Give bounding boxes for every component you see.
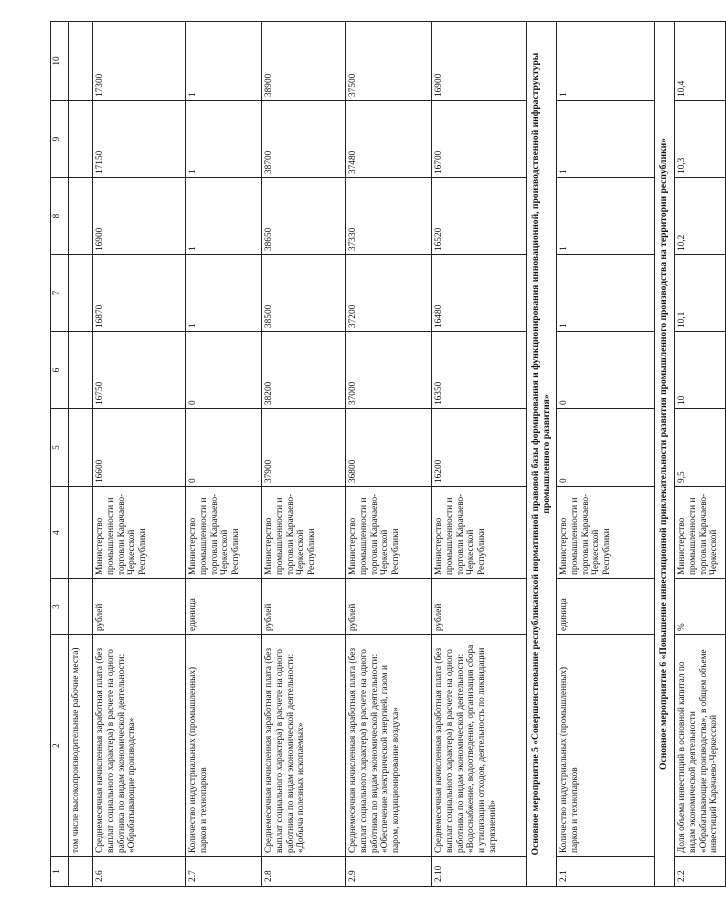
table-row	[69, 22, 93, 887]
value-col-6: 37000	[346, 332, 432, 409]
responsible-executor: Министерство промышленности и торговли Карачаево-Черкесской Республики	[346, 487, 432, 579]
column-header: 5	[51, 409, 69, 487]
value-col-8	[69, 178, 93, 255]
responsible-executor: Министерство промышленности и торговли Карачаево-Черкесской Республики	[93, 487, 186, 579]
responsible-executor: Министерство промышленности и торговли Карачаево-Черкесской Республики	[432, 487, 527, 579]
responsible-executor: Министерство промышленности и торговли Карачаево-Черкесской Республики	[186, 487, 262, 579]
value-col-8: 37330	[346, 178, 432, 255]
column-header: 2	[51, 635, 69, 857]
table-row	[557, 22, 655, 887]
value-col-9: 17150	[93, 101, 186, 178]
column-header: 4	[51, 487, 69, 579]
unit: единица	[557, 579, 655, 635]
indicator-name: Среднемесячная начисленная заработная плата (без выплат социального характера) в расчете на одного работника по видам экономической деятельности: «Обрабатывающие производства»	[93, 635, 186, 857]
value-col-5: 0	[557, 409, 655, 487]
indicator-name: Доля объема инвестиций в основной капитал по видам экономической деятельности «Обрабатывающие производства», в общем объеме инвестиций Карачаево-Черкесской	[675, 635, 726, 857]
value-col-7: 10,1	[675, 255, 726, 332]
column-header: 1	[51, 857, 69, 887]
row-number: 2.6	[93, 857, 186, 887]
value-col-5: 16600	[93, 409, 186, 487]
column-header: 9	[51, 101, 69, 178]
value-col-8: 38650	[262, 178, 346, 255]
value-col-8: 1	[557, 178, 655, 255]
value-col-9: 1	[186, 101, 262, 178]
indicator-name: Количество индустриальных (промышленных) парков и технопарков	[186, 635, 262, 857]
indicator-name: Среднемесячная начисленная заработная плата (без выплат социального характера) в расчете на одного работника по видам экономической деятельности: «Обеспечение электрической энергией, газом и паром, кондиционирование воздуха»	[346, 635, 432, 857]
unit: рублей	[346, 579, 432, 635]
unit: рублей	[432, 579, 527, 635]
unit: единица	[186, 579, 262, 635]
table-row	[346, 22, 432, 887]
value-col-7: 38500	[262, 255, 346, 332]
indicator-name: Количество индустриальных (промышленных) парков и технопарков	[557, 635, 655, 857]
value-col-6: 16750	[93, 332, 186, 409]
table-row	[432, 22, 527, 887]
column-header: 7	[51, 255, 69, 332]
value-col-5	[69, 409, 93, 487]
responsible-executor: Министерство промышленности и торговли Карачаево-Черкесской Республики	[557, 487, 655, 579]
table-row	[186, 22, 262, 887]
indicators-table	[50, 21, 726, 887]
value-col-7: 37200	[346, 255, 432, 332]
indicator-name: том числе высокопроизводительные рабочие места)	[69, 635, 93, 857]
indicator-name: Среднемесячная начисленная заработная плата (без выплат социального характера) в расчете на одного работника по видам экономической деятельности: «Добыча полезных ископаемых»	[262, 635, 346, 857]
value-col-10	[69, 22, 93, 101]
value-col-10: 38900	[262, 22, 346, 101]
row-number: 2.8	[262, 857, 346, 887]
responsible-executor	[69, 487, 93, 579]
value-col-8: 16900	[93, 178, 186, 255]
value-col-9: 1	[557, 101, 655, 178]
section-heading-row	[527, 22, 557, 887]
value-col-10: 1	[557, 22, 655, 101]
header-row	[51, 22, 69, 887]
value-col-10: 10,4	[675, 22, 726, 101]
responsible-executor: Министерство промышленности и торговли Карачаево-Черкесской	[675, 487, 726, 579]
row-number: 2.10	[432, 857, 527, 887]
unit	[69, 579, 93, 635]
value-col-7: 16480	[432, 255, 527, 332]
value-col-7: 16870	[93, 255, 186, 332]
value-col-6: 38200	[262, 332, 346, 409]
value-col-6: 10	[675, 332, 726, 409]
value-col-8: 1	[186, 178, 262, 255]
column-header: 3	[51, 579, 69, 635]
value-col-6: 0	[186, 332, 262, 409]
row-number: 2.9	[346, 857, 432, 887]
value-col-7: 1	[186, 255, 262, 332]
section-heading-row	[655, 22, 675, 887]
value-col-5: 37900	[262, 409, 346, 487]
value-col-8: 16520	[432, 178, 527, 255]
value-col-10: 37500	[346, 22, 432, 101]
responsible-executor: Министерство промышленности и торговли Карачаево-Черкесской Республики	[262, 487, 346, 579]
row-number	[69, 857, 93, 887]
value-col-6: 16350	[432, 332, 527, 409]
value-col-9: 38700	[262, 101, 346, 178]
value-col-10: 1	[186, 22, 262, 101]
value-col-5: 16200	[432, 409, 527, 487]
table-row	[93, 22, 186, 887]
value-col-5: 0	[186, 409, 262, 487]
unit: рублей	[93, 579, 186, 635]
unit: рублей	[262, 579, 346, 635]
value-col-7	[69, 255, 93, 332]
value-col-10: 16900	[432, 22, 527, 101]
row-number: 2.1	[557, 857, 655, 887]
value-col-9: 16700	[432, 101, 527, 178]
value-col-9	[69, 101, 93, 178]
section-heading: Основное мероприятие 6 «Повышение инвестиционной привлекательности развития промышленного производства на территории республики»	[655, 22, 675, 887]
column-header: 8	[51, 178, 69, 255]
row-number: 2.2	[675, 857, 726, 887]
value-col-9: 37480	[346, 101, 432, 178]
value-col-6	[69, 332, 93, 409]
section-heading: Основное мероприятие 5 «Совершенствование республиканской нормативной правовой базы формирования и функционирования инновационной, производственной инфраструктуры промышленного развития»	[527, 22, 557, 887]
value-col-7: 1	[557, 255, 655, 332]
value-col-9: 10,3	[675, 101, 726, 178]
unit: %	[675, 579, 726, 635]
table-row	[262, 22, 346, 887]
column-header: 10	[51, 22, 69, 101]
value-col-5: 36800	[346, 409, 432, 487]
value-col-8: 10,2	[675, 178, 726, 255]
row-number: 2.7	[186, 857, 262, 887]
value-col-6: 0	[557, 332, 655, 409]
value-col-5: 9,5	[675, 409, 726, 487]
indicator-name: Среднемесячная начисленная заработная плата (без выплат социального характера) в расчете на одного работника по видам экономической деятельности: «Водоснабжение, водоотведение, организация сбора и утилизации отходов, деятельность по ликвидации загрязнений»	[432, 635, 527, 857]
table-row	[675, 22, 726, 887]
column-header: 6	[51, 332, 69, 409]
value-col-10: 17300	[93, 22, 186, 101]
